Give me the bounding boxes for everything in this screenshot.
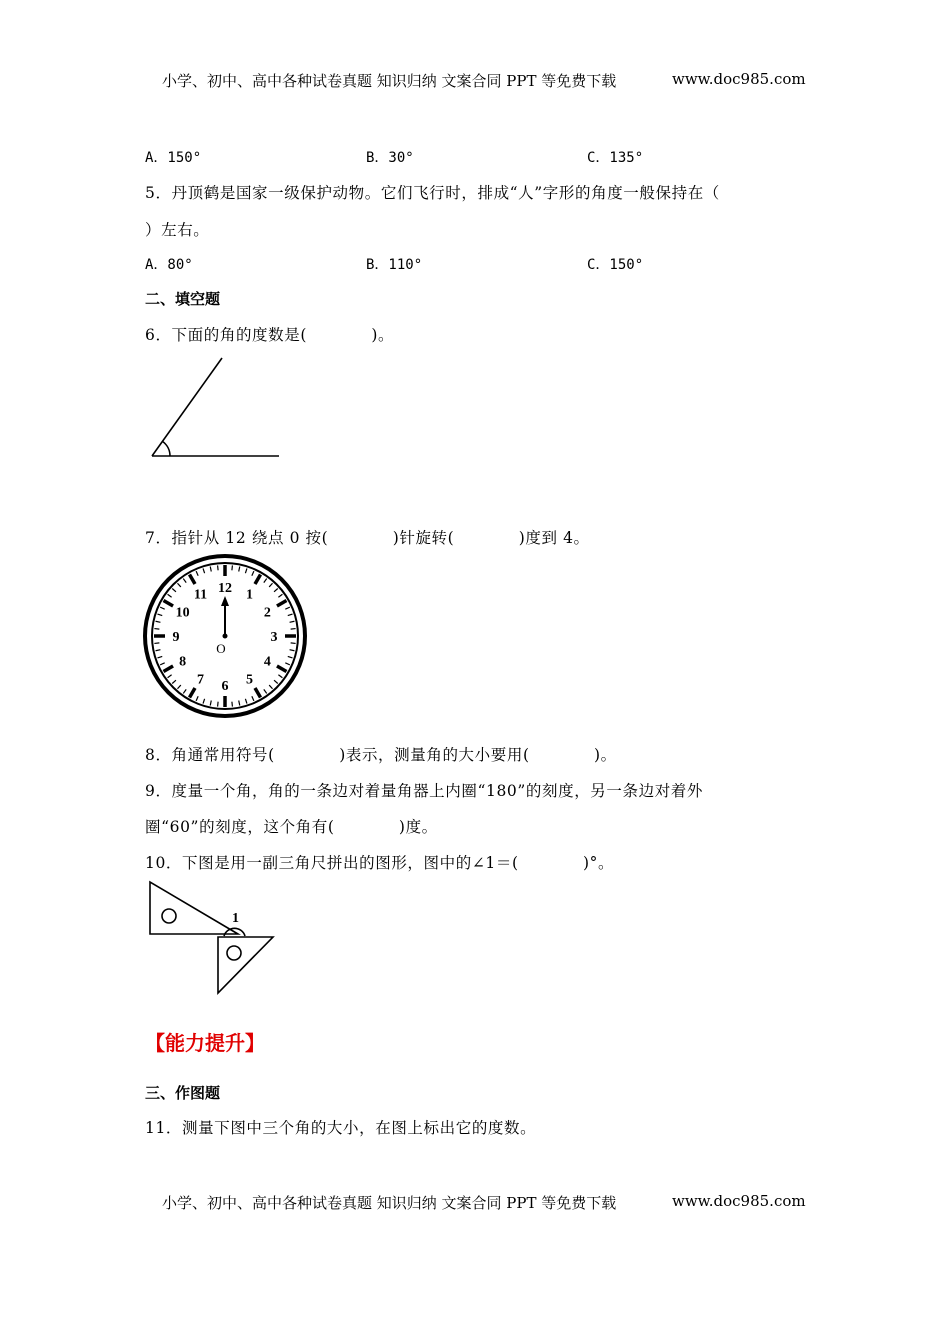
q6-text: 6．下面的角的度数是( )。 xyxy=(145,326,395,344)
q7-text: 7．指针从 12 绕点 0 按( )针旋转( )度到 4。 xyxy=(145,529,590,547)
footer-text: 小学、初中、高中各种试卷真题 知识归纳 文案合同 PPT 等免费下载 xyxy=(162,1194,617,1212)
clock-number: 9 xyxy=(172,630,180,645)
clock-number: 4 xyxy=(263,654,271,670)
header-url[interactable]: www.doc985.com xyxy=(672,70,806,88)
q4-option-a: A．150° xyxy=(145,150,202,166)
set-square-right xyxy=(218,937,273,993)
q8-text: 8．角通常用符号( )表示，测量角的大小要用( )。 xyxy=(145,746,617,764)
clock-number: 1 xyxy=(246,587,253,603)
q5-option-b: B．110° xyxy=(366,257,423,273)
q9-line1: 9．度量一个角，角的一条边对着量角器上内圈“180”的刻度，另一条边对着外 xyxy=(145,782,703,800)
clock-number: 6 xyxy=(221,679,229,694)
clock-number: 10 xyxy=(175,605,190,621)
set-square-left-hole xyxy=(162,909,176,923)
clock-number: 11 xyxy=(193,587,208,603)
footer-url[interactable]: www.doc985.com xyxy=(672,1192,806,1210)
q5-option-a: A．80° xyxy=(145,257,193,273)
q11-text: 11．测量下图中三个角的大小，在图上标出它的度数。 xyxy=(145,1119,537,1137)
clock-number: 8 xyxy=(179,654,187,670)
section-heading-ability: 【能力提升】 xyxy=(145,1031,265,1055)
header-text: 小学、初中、高中各种试卷真题 知识归纳 文案合同 PPT 等免费下载 xyxy=(162,72,617,90)
q9-line2: 圈“60”的刻度，这个角有( )度。 xyxy=(145,818,438,836)
clock-number: 7 xyxy=(197,672,204,688)
clock-center-label: O xyxy=(216,641,226,656)
q5-option-c: C．150° xyxy=(587,257,644,273)
clock-number: 12 xyxy=(218,581,232,596)
clock-number: 3 xyxy=(270,630,278,645)
section-heading-drawing: 三、作图题 xyxy=(145,1084,221,1102)
angle-1-label: 1 xyxy=(232,911,239,926)
q10-text: 10．下图是用一副三角尺拼出的图形，图中的∠1＝( )°。 xyxy=(145,854,615,872)
q5-line1: 5．丹顶鹤是国家一级保护动物。它们飞行时，排成“人”字形的角度一般保持在（ xyxy=(145,184,720,202)
set-square-right-hole xyxy=(227,946,241,960)
clock-number: 5 xyxy=(246,672,253,688)
q4-option-b: B．30° xyxy=(366,150,414,166)
section-heading-fill-blank: 二、填空题 xyxy=(145,290,221,308)
q5-line2: ）左右。 xyxy=(145,221,210,239)
clock-number: 2 xyxy=(263,605,271,621)
q4-option-c: C．135° xyxy=(587,150,644,166)
set-square-left xyxy=(150,882,238,934)
